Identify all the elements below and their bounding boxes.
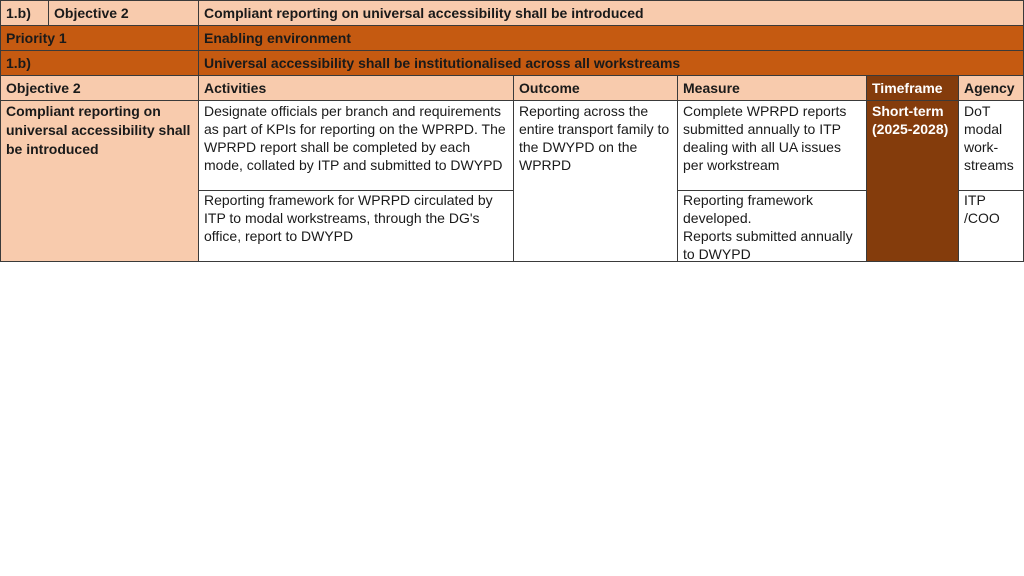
priority-label: Priority 1	[0, 25, 199, 51]
header-objective: Objective 2	[0, 75, 199, 101]
header-timeframe: Timeframe	[866, 75, 959, 101]
agency-row-2: ITP /COO	[958, 190, 1024, 262]
outcome-text: Reporting across the entire transport family to the DWYPD on the WPRPD	[513, 100, 678, 262]
objective-text: Compliant reporting on universal accessibility shall be introduced	[0, 100, 199, 262]
activity-row-2: Reporting framework for WPRPD circulated by ITP to modal workstreams, through the DG's office, report to DWYPD	[198, 190, 514, 262]
timeframe-text: Short-term (2025-2028)	[866, 100, 959, 262]
header-measure: Measure	[677, 75, 867, 101]
activity-row-1: Designate officials per branch and requirements as part of KPIs for reporting on the WPRPD. The WPRPD report shall be completed by each mode, collated by ITP and submitted to DWYPD	[198, 100, 514, 191]
header-activities: Activities	[198, 75, 514, 101]
header-outcome: Outcome	[513, 75, 678, 101]
measure-row-2	[677, 190, 867, 262]
workstream-code: 1.b)	[0, 50, 199, 76]
top-row-objective-title: Compliant reporting on universal accessibility shall be introduced	[198, 0, 1024, 26]
measure-row-2-line-2: Reports submitted annually to DWYPD	[683, 228, 853, 262]
header-agency: Agency	[958, 75, 1024, 101]
top-row-objective-label: Objective 2	[48, 0, 199, 26]
workstream-value: Universal accessibility shall be institutionalised across all workstreams	[198, 50, 1024, 76]
measure-row-1: Complete WPRPD reports submitted annually to ITP dealing with all UA issues per workstream	[677, 100, 867, 191]
measure-row-2-line-1: Reporting framework developed.	[683, 192, 813, 226]
priority-value: Enabling environment	[198, 25, 1024, 51]
agency-row-1: DoT modal work-streams	[958, 100, 1024, 191]
top-row-code: 1.b)	[0, 0, 49, 26]
